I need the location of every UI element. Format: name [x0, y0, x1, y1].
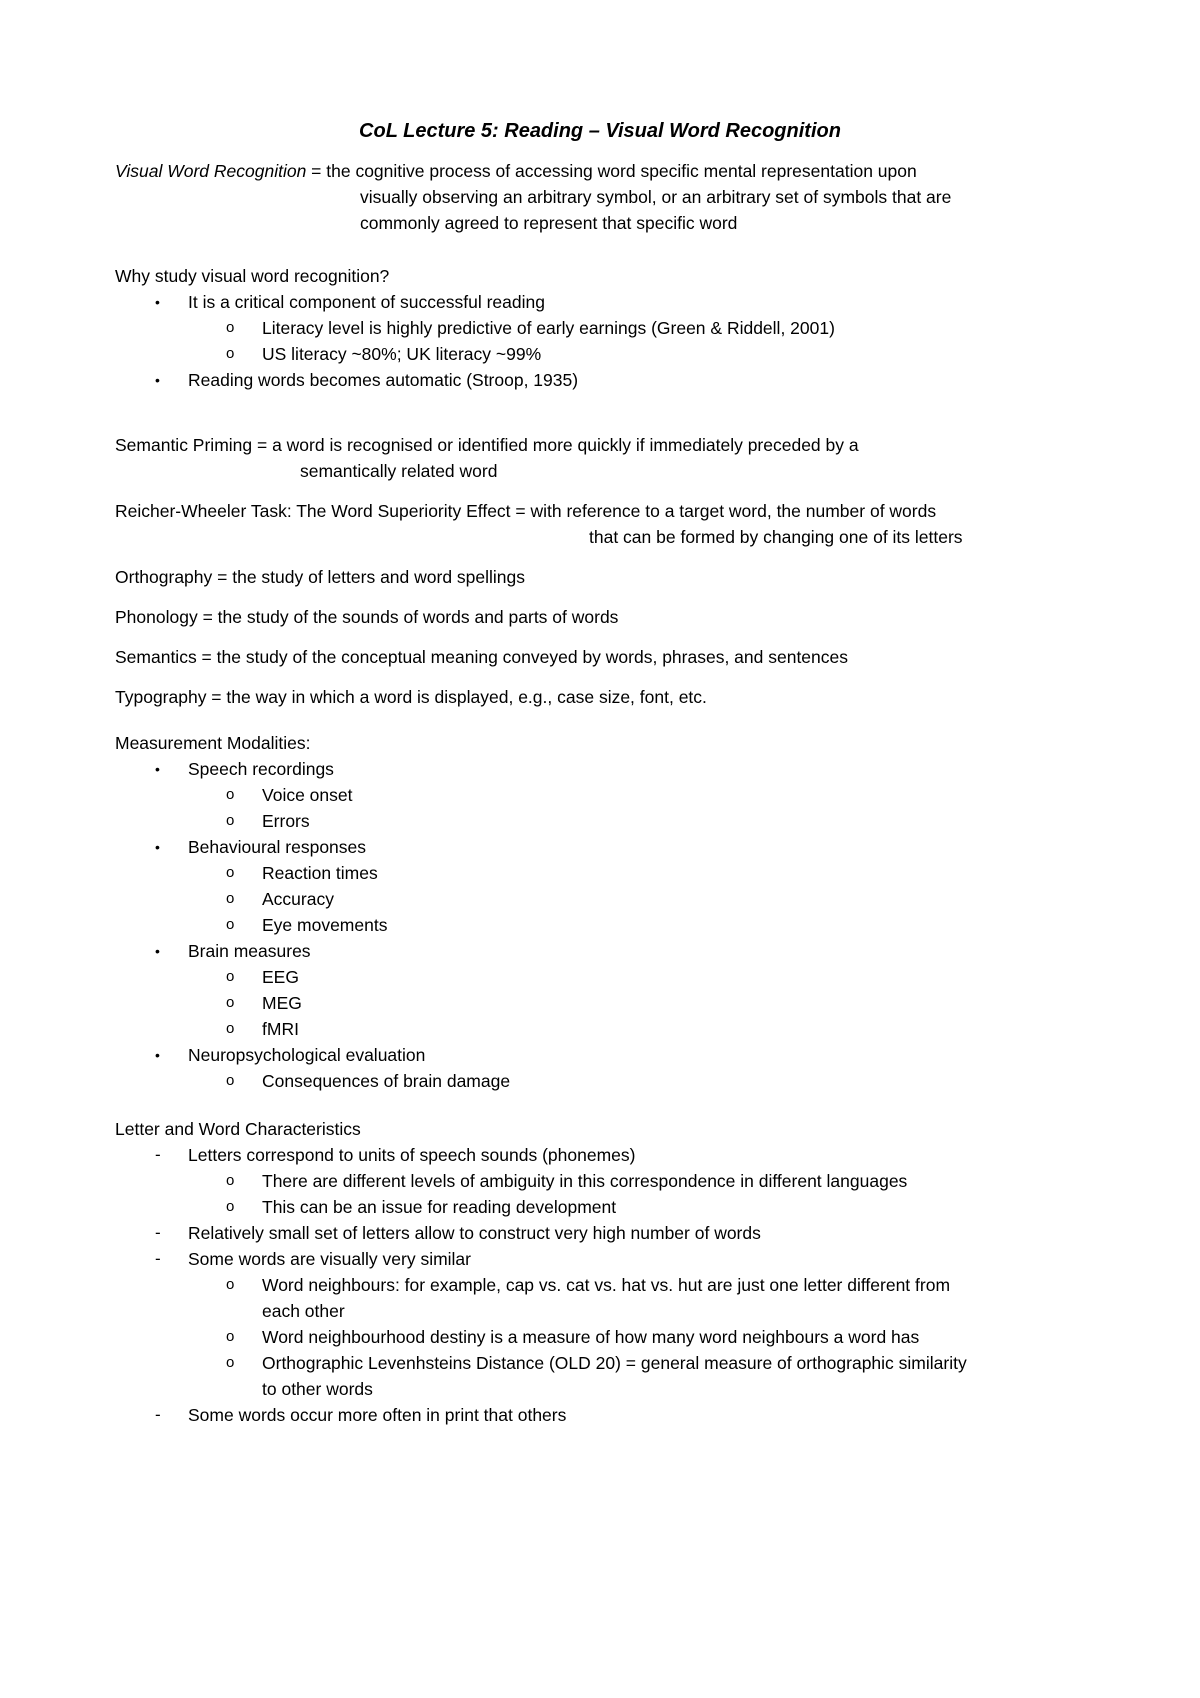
sub-bullet-marker: o [226, 864, 235, 881]
measurement-eeg: EEG [262, 967, 299, 987]
letters-dash-2: Relatively small set of letters allow to construct very high number of words [188, 1223, 761, 1243]
sub-bullet-marker: o [226, 1198, 235, 1215]
why-bullet-1: It is a critical component of successful reading [188, 292, 545, 312]
orthography-definition: Orthography = the study of letters and word spellings [115, 567, 526, 587]
sub-bullet-marker: o [226, 1172, 235, 1189]
vwr-term: Visual Word Recognition [115, 161, 307, 181]
letters-sub-3a-line-2: each other [262, 1301, 345, 1321]
letters-sub-3c-line-1: Orthographic Levenhsteins Distance (OLD 20) = general measure of orthographic similarity [262, 1353, 967, 1373]
measurement-voice-onset: Voice onset [262, 785, 353, 805]
letters-dash-3: Some words are visually very similar [188, 1249, 471, 1269]
sub-bullet-marker: o [226, 968, 235, 985]
sub-bullet-marker: o [226, 812, 235, 829]
measurement-accuracy: Accuracy [262, 889, 334, 909]
bullet-marker: • [155, 839, 160, 855]
sub-bullet-marker: o [226, 319, 235, 336]
letters-sub-1b: This can be an issue for reading development [262, 1197, 617, 1217]
measurement-behavioural: Behavioural responses [188, 837, 367, 857]
typography-definition: Typography = the way in which a word is displayed, e.g., case size, font, etc. [115, 687, 707, 707]
sub-bullet-marker: o [226, 1072, 235, 1089]
bullet-marker: • [155, 372, 160, 388]
measurement-errors: Errors [262, 811, 310, 831]
sub-bullet-marker: o [226, 345, 235, 362]
sub-bullet-marker: o [226, 890, 235, 907]
why-bullet-2: Reading words becomes automatic (Stroop, 1935) [188, 370, 579, 390]
sub-bullet-marker: o [226, 1328, 235, 1345]
measurement-speech: Speech recordings [188, 759, 334, 779]
letters-dash-4: Some words occur more often in print that others [188, 1405, 567, 1425]
semantic-priming-line-1: Semantic Priming = a word is recognised or identified more quickly if immediately preceded by a [115, 435, 859, 455]
sub-bullet-marker: o [226, 1276, 235, 1293]
sub-bullet-marker: o [226, 1354, 235, 1371]
vwr-definition-line-3: commonly agreed to represent that specific word [360, 213, 738, 233]
sub-bullet-marker: o [226, 786, 235, 803]
letters-sub-3a-line-1: Word neighbours: for example, cap vs. cat vs. hat vs. hut are just one letter different from [262, 1275, 951, 1295]
bullet-marker: • [155, 761, 160, 777]
measurement-eye-movements: Eye movements [262, 915, 388, 935]
measurement-fmri: fMRI [262, 1019, 299, 1039]
semantic-priming-line-2: semantically related word [300, 461, 498, 481]
why-heading: Why study visual word recognition? [115, 266, 390, 286]
letters-sub-1a: There are different levels of ambiguity in this correspondence in different languages [262, 1171, 908, 1191]
dash-marker: - [155, 1223, 161, 1242]
sub-bullet-marker: o [226, 994, 235, 1011]
sub-bullet-marker: o [226, 916, 235, 933]
measurement-consequences: Consequences of brain damage [262, 1071, 511, 1091]
bullet-marker: • [155, 943, 160, 959]
dash-marker: - [155, 1405, 161, 1424]
sub-bullet-marker: o [226, 1020, 235, 1037]
why-sub-bullet-1b: US literacy ~80%; UK literacy ~99% [262, 344, 542, 364]
why-sub-bullet-1a: Literacy level is highly predictive of early earnings (Green & Riddell, 2001) [262, 318, 835, 338]
bullet-marker: • [155, 294, 160, 310]
vwr-definition-line-2: visually observing an arbitrary symbol, or an arbitrary set of symbols that are [360, 187, 952, 207]
document-title: CoL Lecture 5: Reading – Visual Word Recognition [359, 120, 841, 142]
letters-dash-1: Letters correspond to units of speech sounds (phonemes) [188, 1145, 636, 1165]
reicher-wheeler-line-1: Reicher-Wheeler Task: The Word Superiority Effect = with reference to a target word, the number of words [115, 501, 937, 521]
letters-sub-3c-line-2: to other words [262, 1379, 373, 1399]
measurement-reaction-times: Reaction times [262, 863, 378, 883]
letters-sub-3b: Word neighbourhood destiny is a measure of how many word neighbours a word has [262, 1327, 920, 1347]
bullet-marker: • [155, 1047, 160, 1063]
vwr-definition-text: = the cognitive process of accessing word specific mental representation upon [306, 161, 917, 181]
dash-marker: - [155, 1249, 161, 1268]
letters-heading: Letter and Word Characteristics [115, 1119, 361, 1139]
measurement-heading: Measurement Modalities: [115, 733, 311, 753]
measurement-neuro: Neuropsychological evaluation [188, 1045, 426, 1065]
reicher-wheeler-line-2: that can be formed by changing one of its letters [589, 527, 963, 547]
vwr-definition-line-1 [115, 160, 917, 182]
phonology-definition: Phonology = the study of the sounds of words and parts of words [115, 607, 619, 627]
dash-marker: - [155, 1145, 161, 1164]
semantics-definition: Semantics = the study of the conceptual meaning conveyed by words, phrases, and sentences [115, 647, 849, 667]
measurement-brain: Brain measures [188, 941, 311, 961]
measurement-meg: MEG [262, 993, 302, 1013]
